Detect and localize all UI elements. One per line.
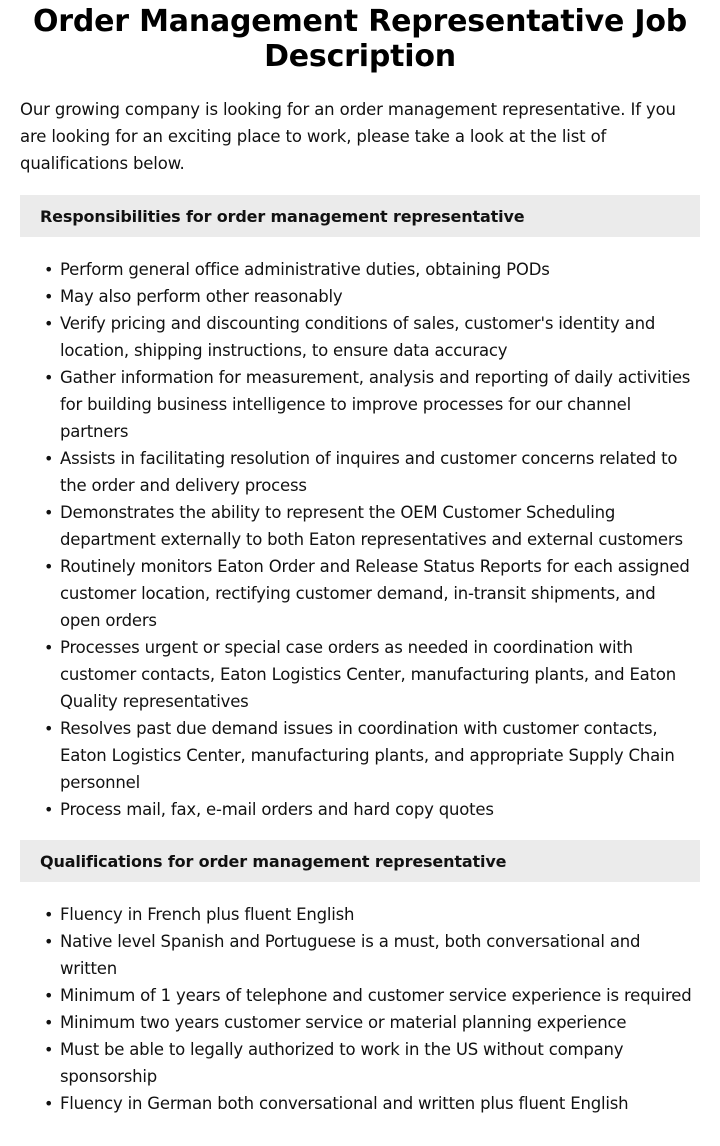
list-item-text: Minimum of 1 years of telephone and customer service experience is required	[60, 986, 692, 1005]
bullet-icon: •	[44, 1094, 54, 1113]
bullet-icon: •	[44, 287, 54, 306]
bullet-icon: •	[44, 800, 54, 819]
bullet-icon: •	[44, 368, 54, 387]
bullet-icon: •	[44, 1040, 54, 1059]
list-item	[44, 982, 700, 1009]
list-item	[44, 928, 700, 982]
bullet-icon: •	[44, 260, 54, 279]
list-item	[44, 310, 700, 364]
list-item-text: Assists in facilitating resolution of inquires and customer concerns related to the order and delivery process	[60, 449, 678, 495]
list-item-text: Perform general office administrative duties, obtaining PODs	[60, 260, 550, 279]
responsibilities-header	[20, 195, 700, 237]
list-item-text: Gather information for measurement, analysis and reporting of daily activities for building business intelligence to improve processes for our channel partners	[60, 368, 691, 441]
bullet-icon: •	[44, 638, 54, 657]
bullet-icon: •	[44, 932, 54, 951]
list-item	[44, 1090, 700, 1117]
list-item-text: Fluency in German both conversational and written plus fluent English	[60, 1094, 629, 1113]
list-item	[44, 445, 700, 499]
list-item	[44, 364, 700, 445]
list-item-text: Resolves past due demand issues in coordination with customer contacts, Eaton Logistics Center, manufacturing plants, and appropriate Supply Chain personnel	[60, 719, 675, 792]
bullet-icon: •	[44, 314, 54, 333]
responsibilities-heading: Responsibilities for order management representative	[40, 206, 525, 226]
list-item-text: Process mail, fax, e-mail orders and hard copy quotes	[60, 800, 494, 819]
bullet-icon: •	[44, 986, 54, 1005]
list-item	[44, 1036, 700, 1090]
list-item	[44, 499, 700, 553]
list-item	[44, 1009, 700, 1036]
bullet-icon: •	[44, 905, 54, 924]
bullet-icon: •	[44, 449, 54, 468]
list-item	[44, 283, 700, 310]
list-item-text: Fluency in French plus fluent English	[60, 905, 355, 924]
responsibilities-list	[20, 256, 700, 823]
list-item	[44, 256, 700, 283]
list-item	[44, 553, 700, 634]
list-item	[44, 715, 700, 796]
list-item-text: Processes urgent or special case orders as needed in coordination with customer contacts, Eaton Logistics Center, manufacturing plants, and Eaton Quality representatives	[60, 638, 677, 711]
bullet-icon: •	[44, 503, 54, 522]
list-item	[44, 901, 700, 928]
bullet-icon: •	[44, 719, 54, 738]
qualifications-list	[20, 901, 700, 1117]
qualifications-heading: Qualifications for order management representative	[40, 851, 507, 871]
qualifications-header	[20, 840, 700, 882]
page-title: Order Management Representative Job Description	[32, 4, 688, 74]
list-item	[44, 634, 700, 715]
bullet-icon: •	[44, 557, 54, 576]
list-item-text: Verify pricing and discounting conditions of sales, customer's identity and location, shipping instructions, to ensure data accuracy	[60, 314, 656, 360]
list-item-text: Minimum two years customer service or material planning experience	[60, 1013, 627, 1032]
list-item-text: Must be able to legally authorized to work in the US without company sponsorship	[60, 1040, 624, 1086]
intro-paragraph: Our growing company is looking for an order management representative. If you are looking for an exciting place to work, please take a look at the list of qualifications below.	[20, 100, 676, 173]
list-item-text: Routinely monitors Eaton Order and Release Status Reports for each assigned customer location, rectifying customer demand, in-transit shipments, and open orders	[60, 557, 690, 630]
list-item-text: Demonstrates the ability to represent the OEM Customer Scheduling department externally to both Eaton representatives and external customers	[60, 503, 683, 549]
bullet-icon: •	[44, 1013, 54, 1032]
list-item-text: May also perform other reasonably	[60, 287, 343, 306]
list-item-text: Native level Spanish and Portuguese is a must, both conversational and written	[60, 932, 641, 978]
list-item	[44, 796, 700, 823]
